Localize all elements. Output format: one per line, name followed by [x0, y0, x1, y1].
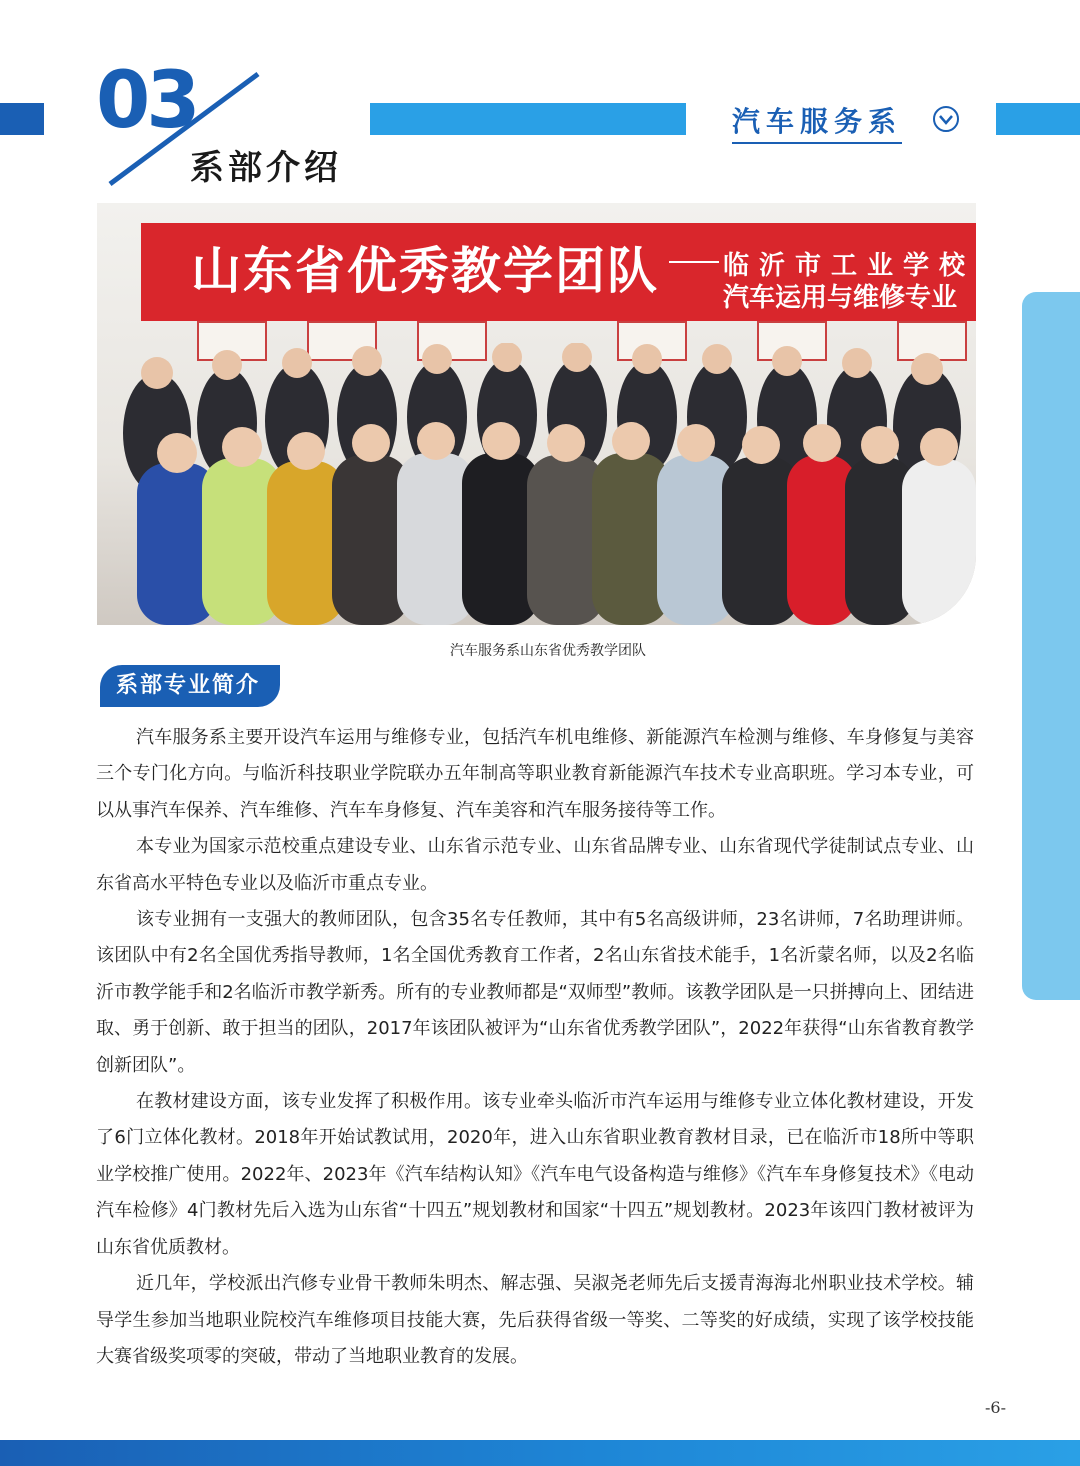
section-number: 03 — [96, 56, 197, 146]
header-bar-left — [0, 103, 44, 135]
banner-dash — [669, 261, 719, 263]
footer-band — [0, 1440, 1080, 1466]
group-of-people — [97, 343, 976, 625]
team-photo — [97, 203, 976, 625]
paragraph: 在教材建设方面，该专业发挥了积极作用。该专业牵头临沂市汽车运用与维修专业立体化教材建设，开发了6门立体化教材。2018年开始试教试用，2020年，进入山东省职业教育教材目录，已在临沂市18所中等职业学校推广使用。2022年、2023年《汽车结构认知》《汽车电气设备构造与维修》《汽车车身修复技术》《电动汽车检修》4门教材先后入选为山东省“十四五”规划教材和国家“十四五”规划教材。2023年该四门教材被评为山东省优质教材。 — [96, 1091, 974, 1258]
header-bar-middle — [370, 103, 686, 135]
body-text — [96, 720, 974, 1375]
paragraph: 该专业拥有一支强大的教师团队，包含35名专任教师，其中有5名高级讲师，23名讲师，7名助理讲师。该团队中有2名全国优秀指导教师，1名全国优秀教育工作者，2名山东省技术能手，1名沂蒙名师，以及2名临沂市教学能手和2名临沂市教学新秀。所有的专业教师都是“双师型”教师。该教学团队是一只拼搏向上、团结进取、勇于创新、敢于担当的团队，2017年该团队被评为“山东省优秀教学团队”，2022年获得“山东省教育教学创新团队”。 — [96, 909, 974, 1076]
page-number: -6- — [985, 1398, 1006, 1417]
section-title: 系部介绍 — [190, 148, 342, 188]
photo-caption: 汽车服务系山东省优秀教学团队 — [450, 643, 646, 659]
paragraph: 本专业为国家示范校重点建设专业、山东省示范专业、山东省品牌专业、山东省现代学徒制试点专业、山东省高水平特色专业以及临沂市重点专业。 — [96, 836, 974, 894]
department-name: 汽车服务系 — [732, 100, 902, 144]
subheading-badge: 系部专业简介 — [100, 665, 280, 707]
banner-main-text: 山东省优秀教学团队 — [191, 241, 659, 300]
chevron-down-circle-icon[interactable] — [932, 105, 960, 133]
header-bar-right — [996, 103, 1080, 135]
paragraph: 汽车服务系主要开设汽车运用与维修专业，包括汽车机电维修、新能源汽车检测与维修、车身修复与美容三个专门化方向。与临沂科技职业学院联办五年制高等职业教育新能源汽车技术专业高职班。学习本专业，可以从事汽车保养、汽车维修、汽车车身修复、汽车美容和汽车服务接待等工作。 — [96, 727, 974, 821]
banner-school-text: 临沂市工业学校 — [723, 251, 976, 281]
banner-major-text: 汽车运用与维修专业 — [723, 283, 958, 313]
paragraph: 近几年，学校派出汽修专业骨干教师朱明杰、解志强、吴淑尧老师先后支援青海海北州职业技术学校。辅导学生参加当地职业院校汽车维修项目技能大赛，先后获得省级一等奖、二等奖的好成绩，实现了该学校技能大赛省级奖项零的突破，带动了当地职业教育的发展。 — [96, 1273, 974, 1367]
